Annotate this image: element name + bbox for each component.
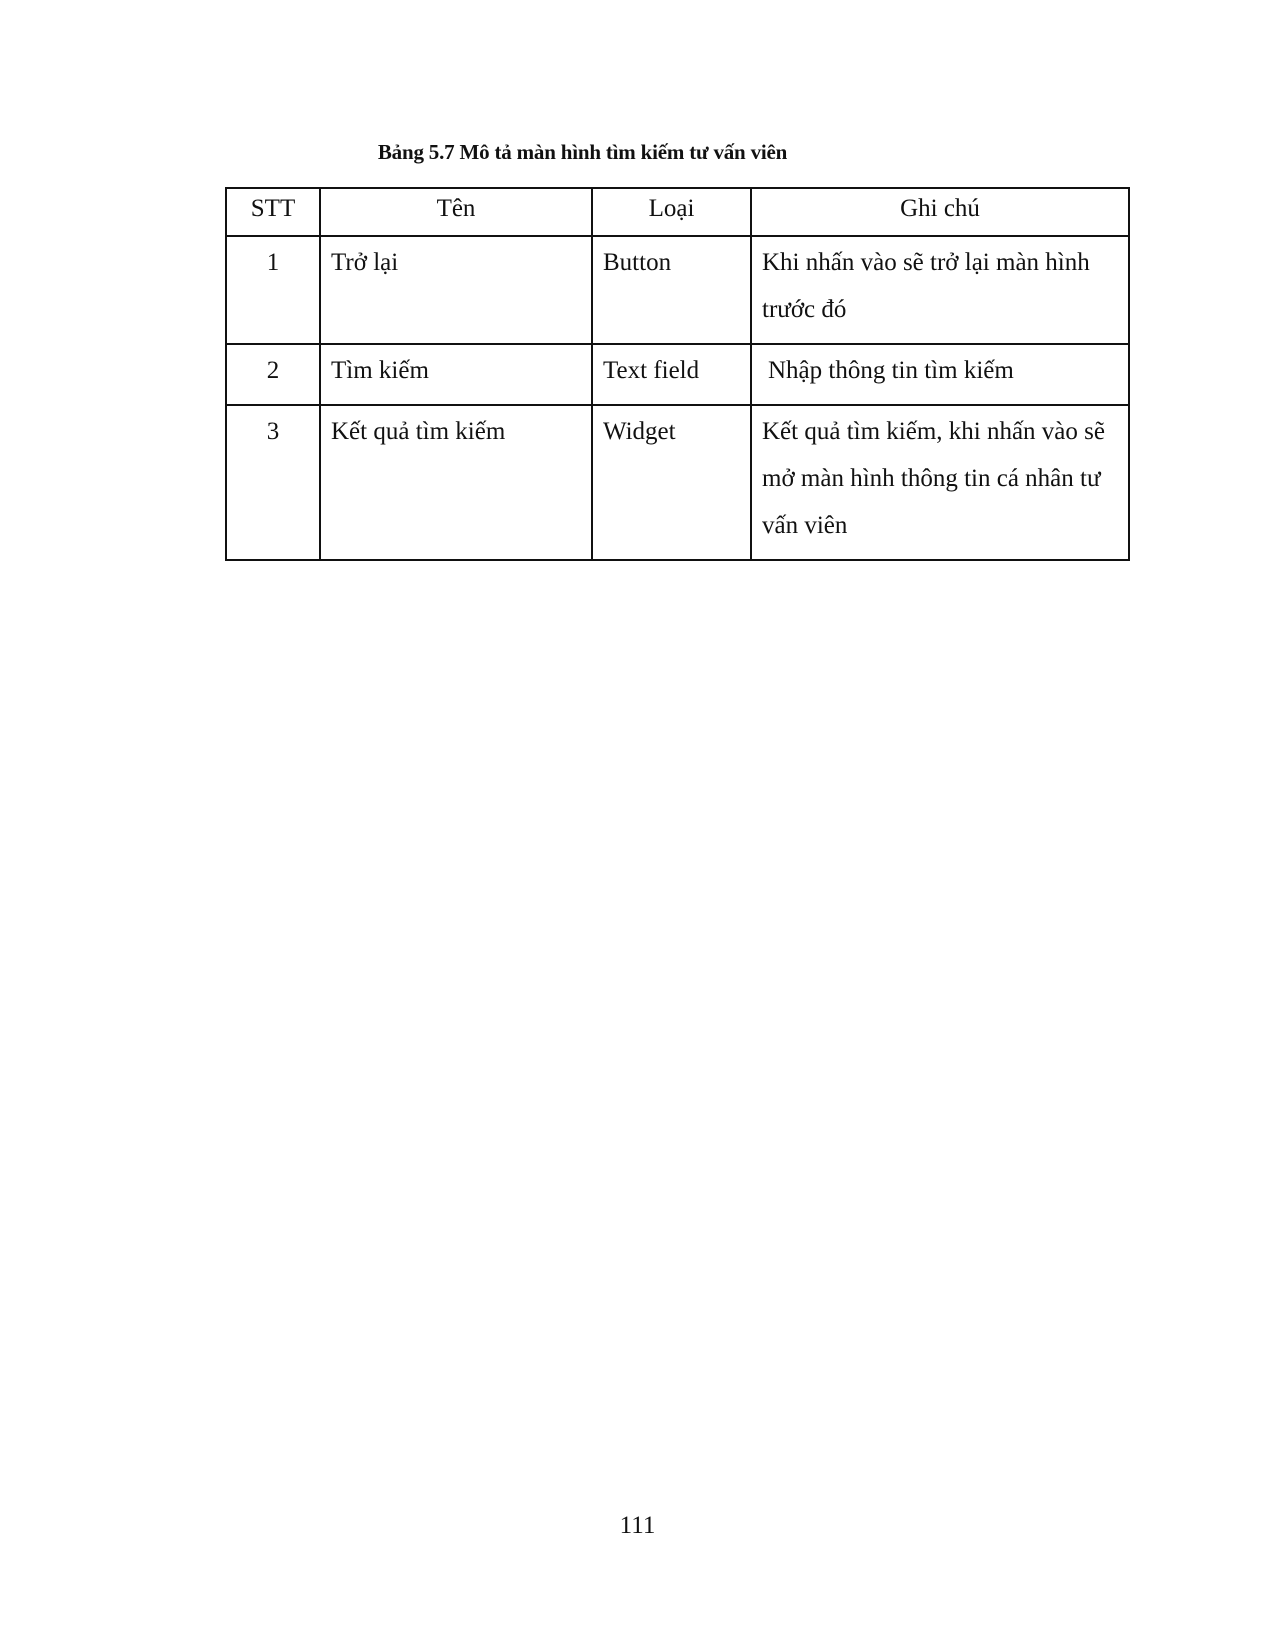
header-ten: Tên <box>320 188 592 236</box>
cell-loai: Widget <box>592 405 751 560</box>
cell-loai: Text field <box>592 344 751 405</box>
cell-ten: Kết quả tìm kiếm <box>320 405 592 560</box>
cell-ten: Trở lại <box>320 236 592 344</box>
cell-ten: Tìm kiếm <box>320 344 592 405</box>
header-loai: Loại <box>592 188 751 236</box>
cell-stt: 1 <box>226 236 320 344</box>
header-ghi-chu: Ghi chú <box>751 188 1129 236</box>
table-row <box>226 344 1129 405</box>
cell-ghi-chu: Khi nhấn vào sẽ trở lại màn hình trước đó <box>751 236 1129 344</box>
cell-stt: 3 <box>226 405 320 560</box>
page-number <box>0 1512 1275 1540</box>
table-header-row <box>226 188 1129 236</box>
cell-stt: 2 <box>226 344 320 405</box>
cell-ghi-chu: Nhập thông tin tìm kiếm <box>751 344 1129 405</box>
table-caption-text: Bảng 5.7 Mô tả màn hình tìm kiếm tư vấn viên <box>377 140 788 164</box>
cell-ghi-chu: Kết quả tìm kiếm, khi nhấn vào sẽ mở màn hình thông tin cá nhân tư vấn viên <box>751 405 1129 560</box>
table-caption <box>0 140 1275 165</box>
header-stt: STT <box>226 188 320 236</box>
cell-loai: Button <box>592 236 751 344</box>
table-row <box>226 236 1129 344</box>
page-number-text: 111 <box>619 1512 656 1539</box>
table-row <box>226 405 1129 560</box>
screen-description-table <box>225 187 1130 561</box>
